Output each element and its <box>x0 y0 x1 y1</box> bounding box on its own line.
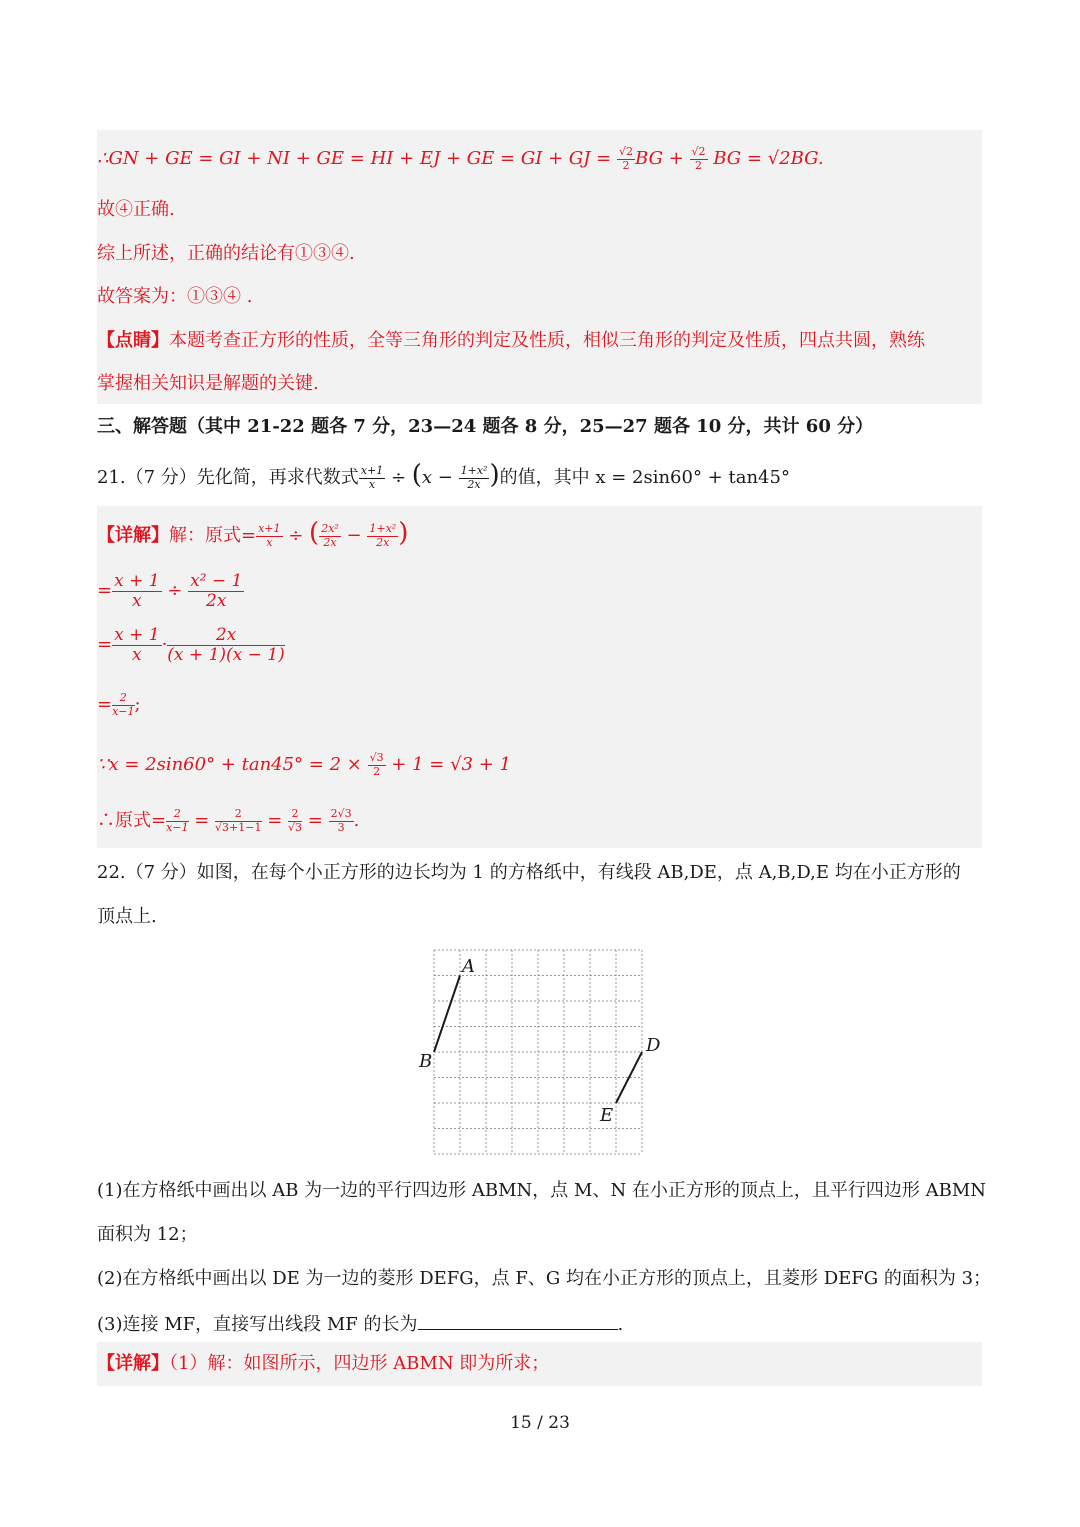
label-D: D <box>646 1035 660 1056</box>
page-number: 15 / 23 <box>510 1413 570 1433</box>
sol21-because: ∵x = 2sin60° + tan45° = 2 × $\frac{√3}{2}$ + 1 = √3 + 1 <box>97 751 511 778</box>
answer: 故答案为：①③④ . <box>97 286 253 307</box>
solution-21 <box>97 506 982 848</box>
sol22-line: 【详解】（1）解：如图所示，四边形 ABMN 即为所求； <box>97 1353 550 1374</box>
sol21-therefore: ∴原式= $\frac{2}{x-1}$ = $\frac{2}{√3+1-1}$ = $\frac{2}{√3}$ = $\frac{2√3}{3}$ . <box>97 807 360 834</box>
answer-blank <box>418 1309 618 1330</box>
question-22-line2: 顶点上. <box>97 906 157 927</box>
segment-AB <box>434 976 460 1053</box>
eq-line: ∴GN + GE = GI + NI + GE = HI + EJ + GE = GI + GJ = $\frac{√2}{2}$ BG + $\frac{√2}{2}$ BG = √2BG. <box>97 145 824 172</box>
conclusion-4: 故④正确. <box>97 199 175 220</box>
summary: 综上所述，正确的结论有①③④. <box>97 243 355 264</box>
label-A: A <box>462 956 475 977</box>
sol21-step1: 【详解】解：原式= $\frac{x+1}{x}$ ÷ ( $\frac{\text{2x²}}{2x}$ − $\frac{\text{1+x²}}{2x}$ ) <box>97 518 409 549</box>
q22-part1-cont: 面积为 12； <box>97 1224 198 1245</box>
label-B: B <box>419 1051 433 1072</box>
grid-figure <box>410 945 660 1160</box>
comment-line-2: 掌握相关知识是解题的关键. <box>97 373 319 394</box>
section-heading: 三、解答题（其中 21-22 题各 7 分，23—24 题各 8 分，25—27 题各 10 分，共计 60 分） <box>97 416 874 437</box>
question-22-line1: 22.（7 分）如图，在每个小正方形的边长均为 1 的方格纸中，有线段 AB,DE，点 A,B,D,E 均在小正方形的 <box>97 862 961 883</box>
sol21-step4: = $\frac{2}{x-1}$ ; <box>97 691 141 718</box>
sol21-step2: = $\frac{x + 1}{x}$ ÷ $\frac{\text{x² − 1}}{2x}$ <box>97 571 243 611</box>
q22-part2: (2)在方格纸中画出以 DE 为一边的菱形 DEFG，点 F、G 均在小正方形的顶点上，且菱形 DEFG 的面积为 3； <box>97 1268 992 1289</box>
comment-line-1: 【点睛】本题考查正方形的性质，全等三角形的判定及性质，相似三角形的判定及性质，四点共圆，熟练 <box>97 330 925 351</box>
sol21-step3: = $\frac{x + 1}{x}$ · $\frac{2x}{(x + 1)(x - 1)}$ <box>97 625 285 665</box>
q22-part3: (3)连接 MF，直接写出线段 MF 的长为 . <box>97 1309 623 1338</box>
q22-part1: (1)在方格纸中画出以 AB 为一边的平行四边形 ABMN，点 M、N 在小正方形的顶点上，且平行四边形 ABMN <box>97 1180 987 1201</box>
question-21: 21.（7 分）先化简，再求代数式 $\frac{x+1}{x}$ ÷ (x − $\frac{\text{1+x²}}{2x}$ )的值，其中 x = 2sin60° + tan45° <box>97 460 790 491</box>
label-E: E <box>600 1105 614 1126</box>
